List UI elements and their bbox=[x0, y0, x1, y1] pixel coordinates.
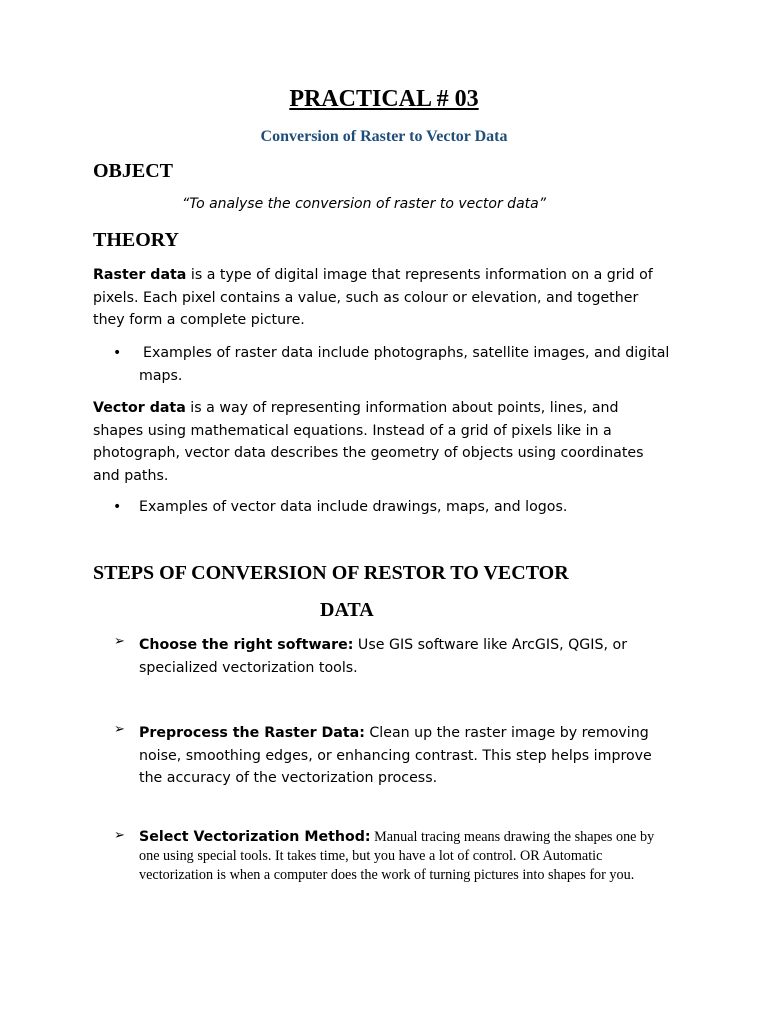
vector-term: Vector data bbox=[93, 400, 186, 416]
vector-example-text: Examples of vector data include drawings, maps, and logos. bbox=[139, 499, 568, 515]
bullet-icon: • bbox=[113, 345, 122, 361]
step-description: Use GIS software like ArcGIS, QGIS, or specialized vectorization tools. bbox=[139, 637, 628, 676]
step-item bbox=[93, 828, 683, 908]
raster-example-text: Examples of raster data include photographs, satellite images, and digital maps. bbox=[139, 345, 670, 384]
vector-description: is a way of representing information about points, lines, and shapes using mathematical equations. Instead of a grid of pixels like in a photograph, vector data describes the geometry of objects using coordinates and paths. bbox=[93, 400, 644, 484]
step-text bbox=[139, 722, 673, 790]
step-item bbox=[93, 634, 683, 682]
bullet-icon: • bbox=[113, 499, 122, 515]
step-label: Choose the right software: bbox=[139, 637, 354, 653]
step-text bbox=[139, 828, 673, 885]
step-description: Clean up the raster image by removing noise, smoothing edges, or enhancing contrast. This step helps improve the accuracy of the vectorization process. bbox=[139, 725, 652, 787]
raster-term: Raster data bbox=[93, 267, 187, 283]
list-item bbox=[93, 496, 673, 520]
raster-paragraph bbox=[93, 264, 673, 332]
raster-description: is a type of digital image that represents information on a grid of pixels. Each pixel contains a value, such as colour or elevation, and together they form a complete picture. bbox=[93, 267, 653, 329]
list-item bbox=[93, 342, 673, 388]
arrow-bullet-icon: ➢ bbox=[114, 634, 125, 649]
step-label: Select Vectorization Method: bbox=[139, 829, 371, 845]
object-quote: “To analyse the conversion of raster to vector data” bbox=[182, 196, 546, 212]
steps-heading-continued: DATA bbox=[320, 599, 374, 621]
object-heading: OBJECT bbox=[93, 160, 174, 182]
step-label: Preprocess the Raster Data: bbox=[139, 725, 365, 741]
page-subtitle: Conversion of Raster to Vector Data bbox=[260, 128, 508, 145]
arrow-bullet-icon: ➢ bbox=[114, 722, 125, 737]
step-description: Manual tracing means drawing the shapes one by one using special tools. It takes time, but you have a lot of control. OR Automatic vectorization is when a computer does the work of turning pictures into shapes for you. bbox=[139, 829, 655, 883]
vector-paragraph bbox=[93, 397, 673, 487]
theory-heading: THEORY bbox=[93, 229, 179, 251]
step-text bbox=[139, 634, 673, 679]
step-item bbox=[93, 722, 683, 792]
page-title: PRACTICAL # 03 bbox=[289, 86, 479, 112]
steps-heading: STEPS OF CONVERSION OF RESTOR TO VECTOR bbox=[93, 562, 569, 584]
arrow-bullet-icon: ➢ bbox=[114, 828, 125, 843]
